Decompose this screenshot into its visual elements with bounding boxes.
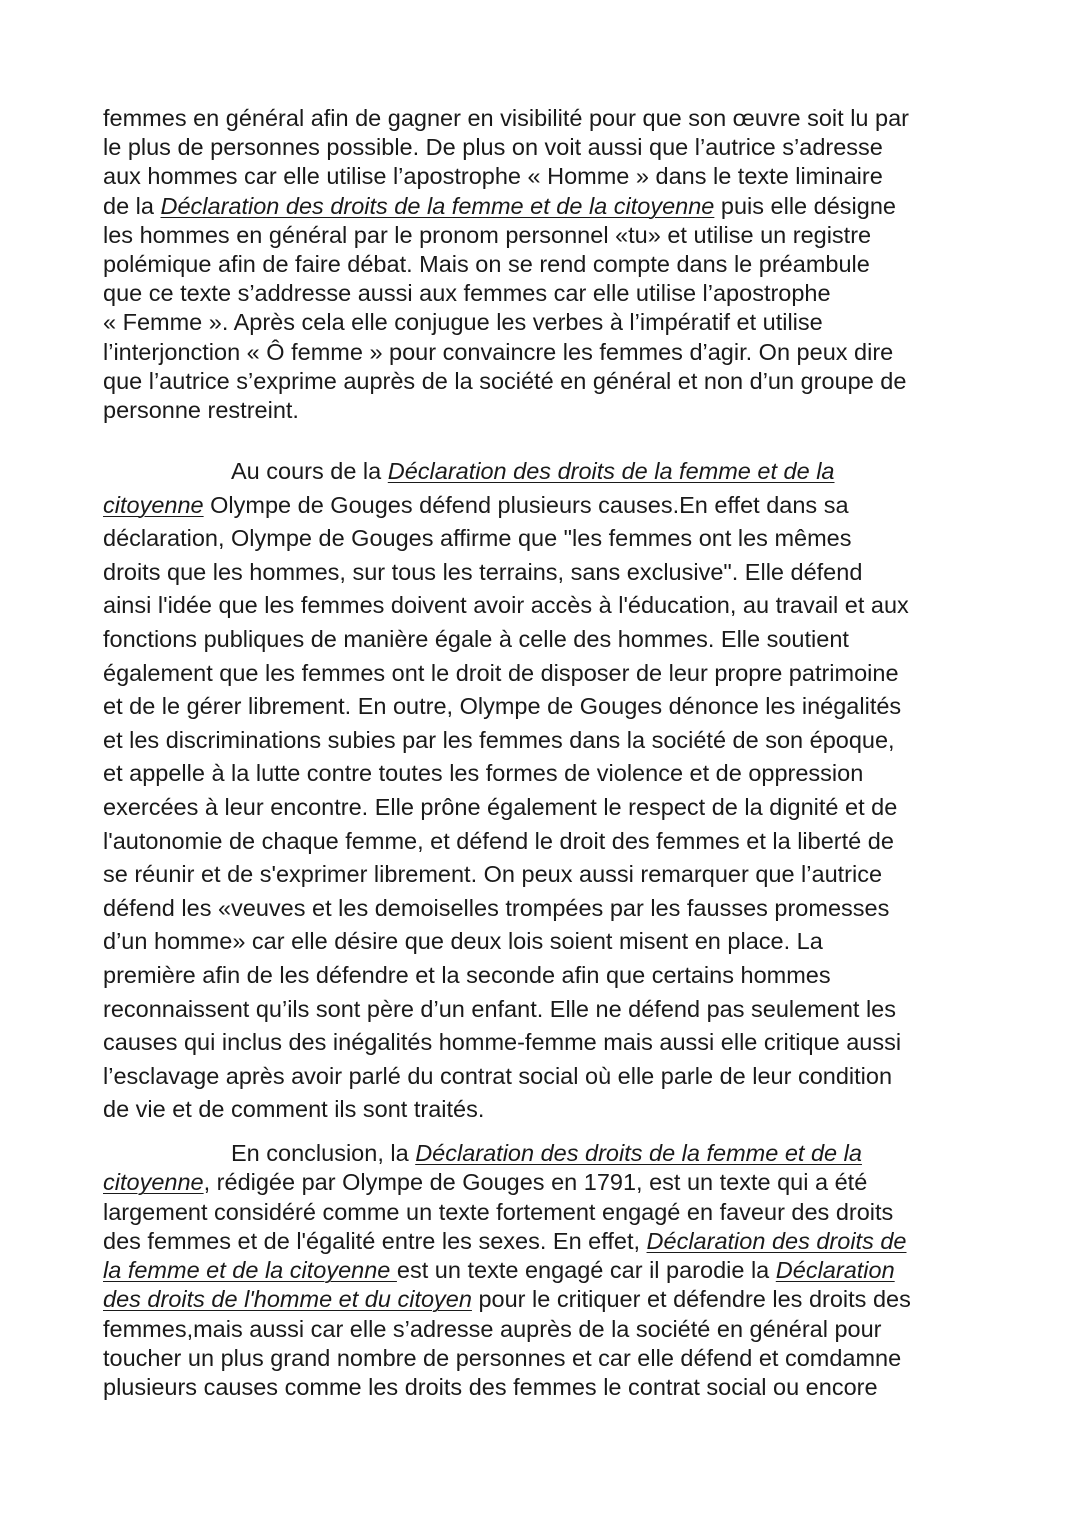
text-line	[103, 757, 993, 791]
text-segment: défend les «veuves et les demoiselles trompées par les fausses promesses	[103, 894, 890, 921]
text-line	[103, 1026, 993, 1060]
text-line	[103, 1227, 993, 1256]
text-line	[103, 1168, 993, 1197]
text-segment: des femmes et de l'égalité entre les sexes. En effet,	[103, 1227, 647, 1254]
text-line	[103, 724, 993, 758]
text-line	[103, 959, 993, 993]
document-title-reference: Déclaration des droits de la femme et de la citoyenne	[160, 192, 715, 219]
text-segment: personne restreint.	[103, 397, 299, 424]
text-line	[103, 1285, 993, 1314]
text-segment: est un texte engagé car il parodie la	[396, 1257, 776, 1284]
document-title-reference: Déclaration des droits de	[646, 1227, 907, 1254]
text-segment: fonctions publiques de manière égale à celle des hommes. Elle soutient	[103, 625, 849, 652]
text-segment: l'autonomie de chaque femme, et défend le droit des femmes et la liberté de	[103, 827, 894, 854]
text-line	[103, 367, 993, 396]
text-segment: de la	[103, 192, 161, 219]
text-segment: d’un homme» car elle désire que deux lois soient misent en place. La	[103, 928, 823, 955]
text-segment: l’interjonction « Ô femme » pour convaincre les femmes d’agir. On peux dire	[103, 338, 894, 365]
text-segment: première afin de les défendre et la seconde afin que certains hommes	[103, 961, 831, 988]
text-segment: de vie et de comment ils sont traités.	[103, 1096, 485, 1123]
text-line	[103, 589, 993, 623]
text-segment: Olympe de Gouges défend plusieurs causes.En effet dans sa	[203, 491, 849, 518]
text-segment: l’esclavage après avoir parlé du contrat social où elle parle de leur condition	[103, 1062, 893, 1089]
text-segment: puis elle désigne	[714, 192, 896, 219]
text-line	[103, 1373, 993, 1402]
paragraph-conclusion	[103, 1139, 993, 1403]
text-line	[103, 1256, 993, 1285]
text-line	[103, 489, 993, 523]
text-segment: ainsi l'idée que les femmes doivent avoir accès à l'éducation, au travail et aux	[103, 592, 909, 619]
text-segment: et appelle à la lutte contre toutes les formes de violence et de oppression	[103, 760, 864, 787]
text-segment: plusieurs causes comme les droits des femmes le contrat social ou encore	[103, 1374, 878, 1401]
text-line	[103, 556, 993, 590]
text-segment: largement considéré comme un texte fortement engagé en faveur des droits	[103, 1198, 894, 1225]
text-segment: , rédigée par Olympe de Gouges en 1791, est un texte qui a été	[203, 1169, 868, 1196]
text-segment: que ce texte s’addresse aussi aux femmes car elle utilise l’apostrophe	[103, 280, 831, 307]
text-line	[103, 221, 993, 250]
text-segment: et les discriminations subies par les femmes dans la société de son époque,	[103, 726, 895, 753]
text-line	[103, 1344, 993, 1373]
text-line	[103, 657, 993, 691]
text-line	[103, 250, 993, 279]
text-line	[103, 192, 993, 221]
text-line	[103, 825, 993, 859]
paragraph-audience	[103, 104, 993, 425]
document-title-reference: des droits de l'homme et du citoyen	[103, 1286, 472, 1313]
document-title-reference: citoyenne	[103, 491, 204, 518]
text-segment: femmes,mais aussi car elle s’adresse auprès de la société en général pour	[103, 1315, 882, 1342]
text-segment: droits que les hommes, sur tous les terrains, sans exclusive". Elle défend	[103, 558, 863, 585]
text-line	[103, 892, 993, 926]
paragraph-causes	[103, 455, 993, 1127]
text-segment: Au cours de la	[231, 458, 388, 484]
text-segment: se réunir et de s'exprimer librement. On peux aussi remarquer que l’autrice	[103, 861, 883, 888]
text-line	[103, 858, 993, 892]
text-segment: les hommes en général par le pronom personnel «tu» et utilise un registre	[103, 221, 872, 248]
text-segment: femmes en général afin de gagner en visibilité pour que son œuvre soit lu par	[103, 105, 909, 131]
text-segment: aux hommes car elle utilise l’apostrophe « Homme » dans le texte liminaire	[103, 163, 883, 190]
text-segment: exercées à leur encontre. Elle prône également le respect de la dignité et de	[103, 793, 898, 820]
text-line	[103, 338, 993, 367]
text-segment: également que les femmes ont le droit de disposer de leur propre patrimoine	[103, 659, 899, 686]
text-segment: causes qui inclus des inégalités homme-femme mais aussi elle critique aussi	[103, 1029, 902, 1056]
text-line	[103, 1198, 993, 1227]
text-line	[103, 925, 993, 959]
text-segment: pour le critiquer et défendre les droits des	[471, 1286, 911, 1313]
text-line	[103, 623, 993, 657]
text-segment: reconnaissent qu’ils sont père d’un enfant. Elle ne défend pas seulement les	[103, 995, 896, 1022]
text-line	[103, 1093, 993, 1127]
text-line	[103, 791, 993, 825]
text-line	[103, 1315, 993, 1344]
text-segment: et de le gérer librement. En outre, Olympe de Gouges dénonce les inégalités	[103, 693, 902, 720]
text-segment: le plus de personnes possible. De plus on voit aussi que l’autrice s’adresse	[103, 134, 883, 161]
text-segment: toucher un plus grand nombre de personnes et car elle défend et comdamne	[103, 1345, 902, 1372]
text-line	[103, 308, 993, 337]
text-segment: En conclusion, la	[231, 1140, 416, 1166]
document-title-reference: la femme et de la citoyenne	[103, 1257, 397, 1284]
document-title-reference: Déclaration des droits de la femme et de la	[415, 1140, 862, 1166]
text-segment: que l’autrice s’exprime auprès de la société en général et non d’un groupe de	[103, 367, 907, 394]
document-title-reference: Déclaration	[775, 1257, 895, 1284]
text-line	[103, 279, 993, 308]
text-segment: déclaration, Olympe de Gouges affirme que "les femmes ont les mêmes	[103, 525, 852, 552]
text-line	[103, 1060, 993, 1094]
text-line	[103, 162, 993, 191]
document-title-reference: Déclaration des droits de la femme et de la	[387, 458, 835, 484]
text-segment: « Femme ». Après cela elle conjugue les verbes à l’impératif et utilise	[103, 309, 823, 336]
text-line	[103, 396, 993, 425]
text-line	[103, 690, 993, 724]
text-line	[103, 993, 993, 1027]
text-segment: polémique afin de faire débat. Mais on se rend compte dans le préambule	[103, 251, 870, 278]
text-line	[103, 104, 993, 133]
text-line	[103, 133, 993, 162]
text-line	[103, 455, 993, 489]
text-line	[103, 1139, 993, 1168]
document-title-reference: citoyenne	[103, 1169, 204, 1196]
text-line	[103, 522, 993, 556]
